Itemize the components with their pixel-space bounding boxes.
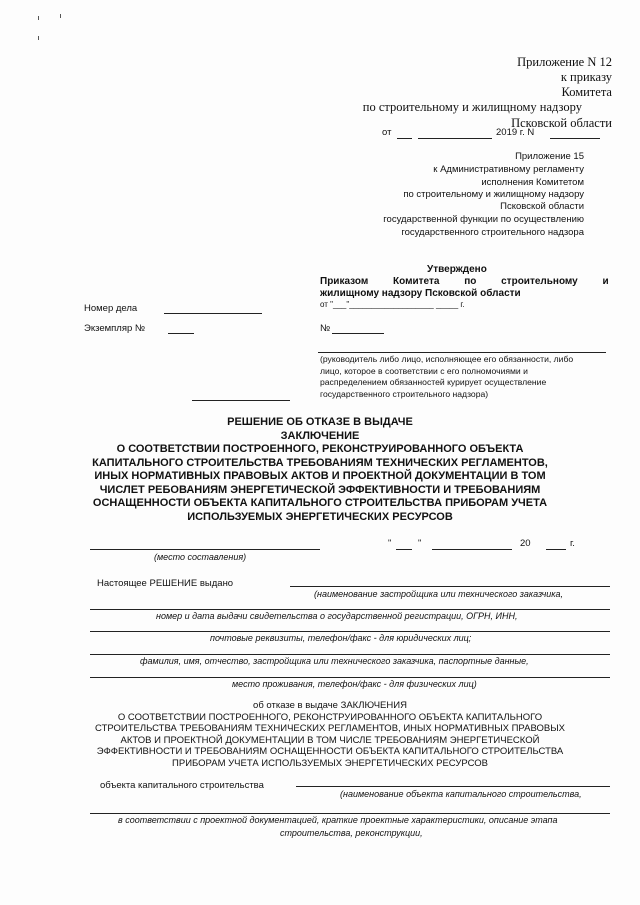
title-line5: ИНЫХ НОРМАТИВНЫХ ПРАВОВЫХ АКТОВ И ПРОЕКТНОЙ ДОКУМЕНТАЦИИ В ТОМ xyxy=(94,470,546,482)
issued-hint4: фамилия, имя, отчество, застройщика или технического заказчика, паспортные данные, xyxy=(140,656,529,666)
issued-line2 xyxy=(90,609,610,610)
title-line1: РЕШЕНИЕ ОБ ОТКАЗЕ В ВЫДАЧЕ xyxy=(227,416,413,428)
appendix12-date-prefix: от xyxy=(382,127,392,138)
title-line6: ЧИСЛЕТ РЕБОВАНИЯМ ЭНЕРГЕТИЧЕСКОЙ ЭФФЕКТИВНОСТИ И ТРЕБОВАНИЯМ xyxy=(99,483,541,496)
refusal-line1: об отказе в выдаче ЗАКЛЮЧЕНИЯ xyxy=(253,700,407,711)
appendix12-line1: Приложение N 12 xyxy=(517,55,612,69)
date-quote-open: " xyxy=(388,538,392,549)
case-number-line xyxy=(164,313,262,314)
approval-number-label: № xyxy=(320,323,331,334)
issued-hint1: (наименование застройщика или технического заказчика, xyxy=(314,589,564,599)
refusal-line5: ЭФФЕКТИВНОСТИ И ТРЕБОВАНИЯМ ОСНАЩЕННОСТИ ОБЪЕКТА КАПИТАЛЬНОГО СТРОИТЕЛЬСТВА xyxy=(96,746,564,757)
copy-number-line xyxy=(168,333,194,334)
approval-heading: Утверждено xyxy=(427,264,487,275)
scan-mark xyxy=(38,16,39,20)
object-hint3: строительства, реконструкции, xyxy=(280,828,423,838)
appendix15-line1: Приложение 15 xyxy=(515,151,584,162)
issued-line1 xyxy=(290,586,610,587)
date-year-line xyxy=(546,549,566,550)
date-year-prefix: 20 xyxy=(520,538,531,549)
appendix15-line3: исполнения Комитетом xyxy=(481,177,584,188)
refusal-block xyxy=(80,700,580,769)
issued-hint5: место проживания, телефон/факс - для физических лиц) xyxy=(232,679,477,689)
date-quote-close: " xyxy=(418,538,422,549)
refusal-line4: АКТОВ И ПРОЕКТНОЙ ДОКУМЕНТАЦИИ В ТОМ ЧИСЛЕ ТРЕБОВАНИЯМ ЭНЕРГЕТИЧЕСКОЙ xyxy=(120,734,540,746)
place-line xyxy=(90,549,320,550)
signature-line xyxy=(192,400,290,401)
appendix15-line4: по строительному и жилищному надзору xyxy=(403,189,584,200)
date-day-line xyxy=(396,549,412,550)
title-line8: ИСПОЛЬЗУЕМЫХ ЭНЕРГЕТИЧЕСКИХ РЕСУРСОВ xyxy=(187,510,453,523)
refusal-line3: СТРОИТЕЛЬСТВА ТРЕБОВАНИЯМ ТЕХНИЧЕСКИХ РЕГЛАМЕНТОВ, ИНЫХ НОРМАТИВНЫХ ПРАВОВЫХ xyxy=(95,723,565,734)
approval-number-line xyxy=(332,333,384,334)
date-month-line xyxy=(432,549,512,550)
appendix15-line7: государственного строительного надзора xyxy=(401,227,584,238)
copy-number-label: Экземпляр № xyxy=(84,323,146,334)
appendix12-number-line xyxy=(550,138,600,139)
refusal-line2: О СООТВЕТСТВИИ ПОСТРОЕННОГО, РЕКОНСТРУИРОВАННОГО ОБЪЕКТА КАПИТАЛЬНОГО xyxy=(117,711,543,723)
appendix12-date-year: 2019 г. N xyxy=(496,127,535,138)
document-title xyxy=(60,416,580,524)
appendix15-line6: государственной функции по осуществлению xyxy=(383,214,584,225)
approval-signer-line xyxy=(318,352,606,353)
appendix12-line5: Псковской области xyxy=(511,116,612,130)
title-line3: О СООТВЕТСТВИИ ПОСТРОЕННОГО, РЕКОНСТРУИРОВАННОГО ОБЪЕКТА xyxy=(116,443,524,455)
appendix15-line2: к Административному регламенту xyxy=(433,164,584,175)
issued-hint2: номер и дата выдачи свидетельства о государственной регистрации, ОГРН, ИНН, xyxy=(156,611,518,621)
date-year-suffix: г. xyxy=(570,538,575,549)
approval-signer-note: (руководитель либо лицо, исполняющее его обязанности, либо лицо, которое в соответствии с его полномочиями и распределением обязанностей курирует осуществление государственного строительного надзора) xyxy=(320,354,574,399)
case-number-label: Номер дела xyxy=(84,303,138,314)
appendix12-line3: Комитета xyxy=(561,85,612,99)
approval-order-line2: жилищному надзору Псковской области xyxy=(320,288,521,299)
title-line4: КАПИТАЛЬНОГО СТРОИТЕЛЬСТВА ТРЕБОВАНИЯМ ТЕХНИЧЕСКИХ РЕГЛАМЕНТОВ, xyxy=(92,456,548,469)
issued-label: Настоящее РЕШЕНИЕ выдано xyxy=(97,578,234,589)
appendix12-day-line xyxy=(397,138,412,139)
issued-line5 xyxy=(90,677,610,678)
scan-mark xyxy=(60,14,61,18)
approval-date: от "___"___________________ _____ г. xyxy=(320,300,465,309)
refusal-line6: ПРИБОРАМ УЧЕТА ИСПОЛЬЗУЕМЫХ ЭНЕРГЕТИЧЕСКИХ РЕСУРСОВ xyxy=(172,757,488,769)
appendix12-line2: к приказу xyxy=(560,70,612,84)
issued-line3 xyxy=(90,631,610,632)
object-hint2: в соответствии с проектной документацией, краткие проектные характеристики, описание этапа xyxy=(118,815,558,825)
object-line1 xyxy=(296,786,610,787)
appendix12-line4: по строительному и жилищному надзору xyxy=(362,100,582,114)
scan-mark xyxy=(38,36,39,40)
appendix15-line5: Псковской области xyxy=(500,201,584,212)
place-label: (место составления) xyxy=(154,552,247,562)
appendix12-month-line xyxy=(418,138,492,139)
title-line7: ОСНАЩЕННОСТИ ОБЪЕКТА КАПИТАЛЬНОГО СТРОИТЕЛЬСТВА ПРИБОРАМ УЧЕТА xyxy=(92,497,548,509)
object-hint1: (наименование объекта капитального строительства, xyxy=(340,789,582,799)
issued-hint3: почтовые реквизиты, телефон/факс - для юридических лиц; xyxy=(210,633,472,643)
object-label: объекта капитального строительства xyxy=(100,780,264,791)
approval-order-line1: Приказом Комитета по строительному и xyxy=(320,276,609,287)
object-line2 xyxy=(90,813,610,814)
issued-line4 xyxy=(90,654,610,655)
title-line2: ЗАКЛЮЧЕНИЕ xyxy=(280,429,360,442)
